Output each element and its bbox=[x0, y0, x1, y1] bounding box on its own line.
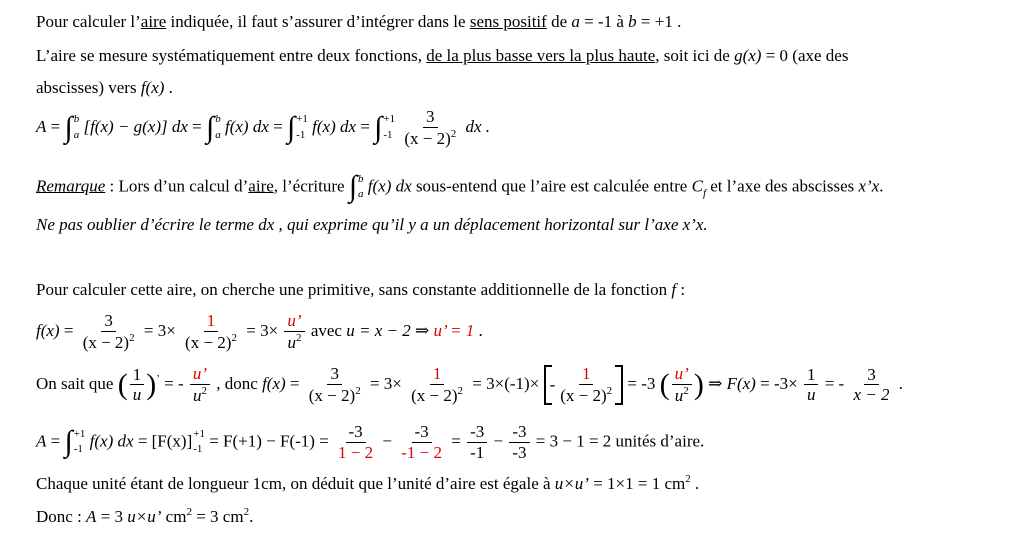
upper-limit: +1 bbox=[73, 427, 86, 440]
upper-limit: b bbox=[73, 113, 80, 126]
equals: = bbox=[285, 373, 304, 393]
denominator bbox=[284, 332, 304, 352]
denominator bbox=[672, 385, 692, 405]
text: = 3 cm bbox=[191, 507, 244, 526]
lower-limit: -1 bbox=[296, 128, 306, 141]
text: , l’écriture bbox=[273, 176, 349, 196]
paragraph-3 bbox=[36, 78, 173, 98]
denominator: u bbox=[806, 385, 816, 405]
g-of-x: g(x) bbox=[734, 46, 762, 65]
var-b: b bbox=[628, 12, 637, 31]
denominator bbox=[182, 332, 240, 352]
numerator: -3 bbox=[509, 423, 529, 443]
times-3: 3× bbox=[383, 373, 402, 393]
prime: ’ bbox=[156, 372, 160, 385]
denominator bbox=[557, 385, 615, 405]
f-of-x: f(x) bbox=[36, 320, 60, 340]
den-text: u bbox=[674, 385, 684, 405]
upper-limit: b bbox=[215, 113, 221, 126]
den-text: (x − 2) bbox=[404, 128, 451, 148]
integrand-fg: [f(x) − g(x)] dx bbox=[83, 116, 188, 136]
A: A bbox=[36, 116, 47, 136]
exponent: 2 bbox=[457, 384, 464, 397]
curve-C: C bbox=[691, 176, 703, 196]
lower-limit: a bbox=[73, 128, 80, 141]
numerator: 1 bbox=[430, 365, 445, 385]
den-text: u bbox=[192, 385, 202, 405]
den-text: (x − 2) bbox=[560, 385, 607, 405]
den-text: u bbox=[287, 332, 296, 352]
exponent: 2 bbox=[201, 384, 207, 397]
den-text: (x − 2) bbox=[308, 385, 356, 405]
implies: ⇒ bbox=[410, 320, 434, 340]
text: , donc bbox=[216, 373, 263, 393]
text: : Lors d’un calcul d’ bbox=[105, 176, 249, 196]
paren-close: ) bbox=[146, 367, 157, 401]
equals: = bbox=[187, 116, 207, 136]
text: L’aire se mesure systématiquement entre deux fonctions, bbox=[36, 46, 427, 65]
numerator: 3 bbox=[423, 108, 438, 128]
denominator: -3 bbox=[512, 442, 527, 462]
lower-limit: a bbox=[215, 128, 221, 141]
fraction bbox=[672, 365, 692, 405]
minus: − bbox=[489, 431, 508, 451]
numerator: u’ bbox=[190, 365, 210, 385]
exponent: 2 bbox=[129, 331, 135, 344]
den-text: (x − 2) bbox=[411, 385, 458, 405]
equals: = bbox=[446, 431, 466, 451]
numerator: u’ bbox=[672, 365, 692, 385]
equals: = bbox=[268, 116, 287, 136]
fraction bbox=[557, 365, 615, 405]
bracket-F: = [F(x)] bbox=[133, 431, 193, 451]
bracket-limits bbox=[192, 427, 205, 458]
fraction bbox=[467, 423, 487, 462]
lower-limit: -1 bbox=[383, 128, 393, 141]
numerator: 3 bbox=[327, 365, 342, 385]
denominator bbox=[80, 332, 138, 352]
value-b: = +1 . bbox=[636, 12, 682, 31]
equals-minus: = - bbox=[824, 373, 845, 393]
upper-limit: b bbox=[358, 173, 364, 185]
fraction bbox=[335, 423, 376, 462]
text: = 3 bbox=[96, 507, 128, 526]
axis-xx: x’x bbox=[858, 176, 880, 196]
denominator bbox=[306, 385, 364, 405]
minus: − bbox=[378, 431, 397, 451]
denominator: -1 − 2 bbox=[401, 442, 442, 462]
text: . bbox=[898, 373, 903, 393]
equation-primitive bbox=[36, 365, 903, 405]
fraction bbox=[306, 365, 364, 405]
integral: ∫ b a bbox=[64, 110, 80, 144]
lower-limit: -1 bbox=[193, 443, 203, 456]
times-minus-3: = -3× bbox=[755, 373, 798, 393]
text: . bbox=[690, 474, 700, 493]
text: = 0 (axe des bbox=[761, 46, 849, 65]
equals: = bbox=[472, 373, 487, 393]
integrand-f: f(x) dx bbox=[224, 116, 269, 136]
f-of-x: f(x) bbox=[140, 78, 165, 97]
result: = 3 − 1 = 2 unités d’aire. bbox=[535, 431, 705, 451]
equals-minus: = - bbox=[164, 373, 184, 393]
text: abscisses) vers bbox=[36, 78, 141, 97]
paragraph-5 bbox=[36, 473, 699, 494]
text: avec bbox=[310, 320, 347, 340]
exponent: 2 bbox=[683, 384, 689, 397]
equation-f-decomposition bbox=[36, 312, 483, 352]
denominator: 1 − 2 bbox=[338, 442, 374, 462]
note-dx: Ne pas oublier d’écrire le terme dx , qui exprime qu’il y a un déplacement horizontal sur l’axe x’x. bbox=[36, 215, 708, 234]
numerator: -3 bbox=[412, 423, 432, 443]
exponent: 2 bbox=[685, 473, 691, 485]
fraction bbox=[190, 365, 210, 405]
u-times-u-prime: u×u’ bbox=[554, 474, 589, 493]
numerator: 1 bbox=[579, 365, 594, 385]
paren-open: ( bbox=[659, 367, 670, 401]
text: Chaque unité étant de longueur 1cm, on déduit que l’unité d’aire est égale à bbox=[36, 474, 555, 493]
text: , soit ici de bbox=[655, 46, 735, 65]
F-difference: = F(+1) − F(-1) = bbox=[209, 431, 334, 451]
fraction bbox=[401, 108, 459, 148]
paragraph-6 bbox=[36, 506, 253, 527]
text: de bbox=[546, 12, 572, 31]
paren-open: ( bbox=[117, 367, 128, 401]
text: . bbox=[164, 78, 173, 97]
paragraph-1 bbox=[36, 12, 681, 32]
text: = 1×1 = 1 cm bbox=[588, 474, 686, 493]
numerator: u’ bbox=[284, 312, 304, 332]
integrand-f: f(x) dx bbox=[367, 176, 412, 196]
numerator: 1 bbox=[804, 366, 819, 386]
fraction bbox=[850, 366, 892, 405]
equals: = bbox=[627, 373, 642, 393]
paragraph-4 bbox=[36, 280, 685, 300]
denominator bbox=[401, 128, 459, 148]
exponent: 2 bbox=[295, 331, 302, 344]
numerator: 1 bbox=[204, 312, 219, 332]
numerator: 3 bbox=[101, 312, 116, 332]
paren-close: ) bbox=[693, 367, 704, 401]
fraction bbox=[80, 312, 138, 352]
text: On sait que bbox=[36, 373, 118, 393]
exponent: 2 bbox=[606, 384, 613, 397]
text: Pour calculer l’ bbox=[36, 12, 141, 31]
var-a: a bbox=[571, 12, 580, 31]
f: f bbox=[671, 280, 677, 299]
equals: = bbox=[46, 431, 65, 451]
u-definition: u = x − 2 bbox=[346, 320, 411, 340]
A: A bbox=[86, 507, 97, 526]
denominator: -1 bbox=[470, 442, 485, 462]
dx: dx . bbox=[465, 116, 491, 136]
A: A bbox=[36, 431, 47, 451]
fraction bbox=[130, 366, 145, 405]
text: indiquée, il faut s’assurer d’intégrer dans le bbox=[166, 12, 470, 31]
fraction bbox=[284, 312, 304, 352]
equation-area-result bbox=[36, 423, 704, 462]
denominator: u bbox=[132, 385, 142, 405]
integral: ∫ b a bbox=[206, 110, 221, 144]
numerator: 3 bbox=[864, 366, 879, 386]
equals: = bbox=[59, 320, 78, 340]
den-text: (x − 2) bbox=[185, 332, 232, 352]
text: : bbox=[676, 280, 686, 299]
fraction bbox=[804, 366, 819, 405]
minus-3: -3 bbox=[641, 373, 656, 393]
lower-limit: -1 bbox=[73, 443, 83, 456]
aire-underlined: aire bbox=[248, 176, 274, 196]
numerator: -3 bbox=[467, 423, 487, 443]
equals: = bbox=[369, 373, 384, 393]
minus: - bbox=[549, 374, 556, 394]
text: . bbox=[249, 507, 254, 526]
text: et l’axe des abscisses bbox=[706, 176, 859, 196]
denominator bbox=[190, 385, 210, 405]
text: Donc : bbox=[36, 507, 87, 526]
sens-positif-underlined: sens positif bbox=[469, 12, 547, 31]
fraction bbox=[182, 312, 240, 352]
integral: ∫ b a bbox=[348, 170, 364, 204]
integral: ∫ +1 -1 bbox=[374, 110, 396, 144]
F-of-x: F(x) bbox=[726, 373, 756, 393]
equals: = bbox=[246, 320, 261, 340]
u-times-u-prime: u×u’ bbox=[127, 507, 162, 526]
paragraph-2 bbox=[36, 46, 848, 66]
underlined-phrase: de la plus basse vers la plus haute bbox=[426, 46, 656, 65]
fraction bbox=[408, 365, 466, 405]
text: Pour calculer cette aire, on cherche une primitive, sans constante additionnelle de la fonction bbox=[36, 280, 672, 299]
u-prime-value: u’ = 1 bbox=[433, 320, 475, 340]
curve-subscript: f bbox=[702, 187, 706, 200]
upper-limit: +1 bbox=[193, 427, 205, 440]
times-3: 3× bbox=[260, 320, 279, 340]
integrand-f: f(x) dx bbox=[312, 116, 357, 136]
exponent: 2 bbox=[186, 506, 192, 518]
text: . bbox=[474, 320, 483, 340]
lower-limit: a bbox=[358, 188, 364, 201]
text: sous-entend que l’aire est calculée entre bbox=[411, 176, 692, 196]
exponent: 2 bbox=[450, 127, 457, 140]
den-text: (x − 2) bbox=[82, 332, 130, 352]
value-a: = -1 bbox=[579, 12, 617, 31]
bracket-group bbox=[544, 365, 624, 405]
aire-underlined: aire bbox=[140, 12, 167, 31]
integral: ∫ +1 -1 bbox=[286, 110, 308, 144]
exponent: 2 bbox=[243, 506, 250, 518]
f-of-x: f(x) bbox=[262, 373, 286, 393]
denominator: x − 2 bbox=[853, 385, 890, 405]
numerator: -3 bbox=[346, 423, 366, 443]
equals: = bbox=[143, 320, 158, 340]
upper-limit: +1 bbox=[296, 113, 308, 126]
implies: ⇒ bbox=[708, 373, 727, 393]
remarque-label: Remarque bbox=[36, 176, 106, 196]
upper-limit: +1 bbox=[383, 113, 396, 126]
exponent: 2 bbox=[231, 331, 237, 344]
integrand-f: f(x) dx bbox=[89, 431, 134, 451]
exponent: 2 bbox=[355, 384, 361, 397]
equation-area-integral bbox=[36, 108, 490, 148]
text: cm bbox=[161, 507, 187, 526]
equals: = bbox=[46, 116, 65, 136]
fraction bbox=[509, 423, 529, 462]
text: à bbox=[616, 12, 629, 31]
remarque bbox=[36, 172, 884, 203]
times-3-minus-1: 3×(-1)× bbox=[486, 373, 540, 393]
fraction bbox=[398, 423, 445, 462]
numerator: 1 bbox=[130, 366, 145, 386]
integral: ∫ +1 -1 bbox=[64, 425, 86, 459]
denominator bbox=[408, 385, 466, 405]
times-3: 3× bbox=[157, 320, 176, 340]
text: . bbox=[879, 176, 884, 196]
equals: = bbox=[356, 116, 375, 136]
